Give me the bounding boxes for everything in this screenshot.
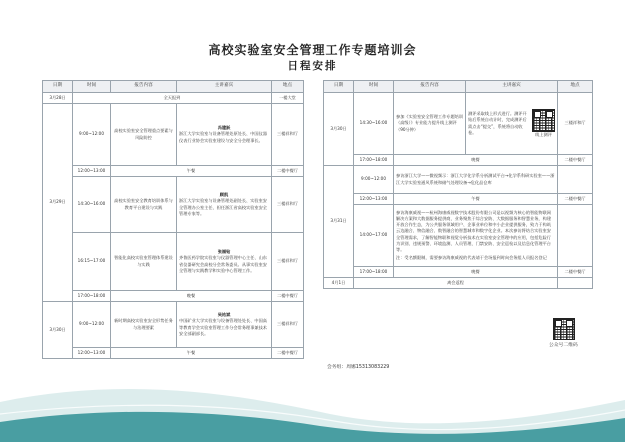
content-cell: 参加《实验室安全管理工作专题培训（高级）》专业能力提升线上测评（90分钟） [394,93,466,155]
document-title: 高校实验室安全管理工作专题培训会 [208,43,417,57]
time-cell: 12:00~13:00 [73,166,111,177]
test-info [468,109,555,138]
speaker-desc: 浙江大学实验室与设备管理处副处长、实验室安全管理办公室主任、担任浙江省高校实验室安全管理专家等。 [179,198,267,216]
time-cell: 14:30~16:00 [354,93,394,155]
table-row [43,233,304,291]
header-place: 地点 [558,81,593,93]
test-desc: 测评采取线上形式进行。测评开始后系统自动计时，完成测评后需点击“提交”，系统将自动收卷。 [468,111,527,135]
table-row [324,267,593,278]
content-cell: 晚餐 [111,291,272,302]
date-cell: 3月29日 [43,104,73,302]
speaker-desc: 齐鲁医药学院实验室与仪器管理中心主任、山东省仪器研究会高校分会常务委员。从事实验室安全管理与实践教学和实验中心管理工作。 [179,255,267,273]
table-row [324,194,593,205]
place-cell: 三楼祥和厅 [272,302,304,348]
content-cell: 晚餐 [394,155,558,166]
time-cell: 12:00~13:00 [354,194,394,205]
place-cell: 二楼中餐厅 [272,166,304,177]
visit-note: 注：受名额限制，需要参访海康威视的代表请于会场报到时向会务组人员报名登记 [396,254,547,260]
header-time: 时间 [354,81,394,93]
place-cell: 二楼中餐厅 [558,267,593,278]
content-cell: 高校实验室安全管理重点要素与风险防控 [111,104,177,166]
place-cell: 二楼中餐厅 [558,194,593,205]
speaker-desc: 中国矿业大学实验室与设备管理处处长、中国高等教育学会实验室管理工作分会常务理事兼技术安全部副部长。 [179,318,267,336]
speaker-cell [177,233,272,291]
table-row [43,177,304,233]
time-cell: 14:30~16:00 [73,177,111,233]
table-row [324,93,593,155]
table-header-row [43,81,304,93]
place-cell [558,205,593,267]
content-cell: 高校实验室安全教育培训体系与教育平台建设与实践 [111,177,177,233]
schedule-table-right [323,80,593,289]
table-row [324,155,593,166]
speaker-desc: 浙江大学实验室与设备管理处原处长、中国仪器仪表行业协会实验室建设与安全分会理事长。 [179,131,267,143]
test-qr-block[interactable] [532,109,555,138]
content-cell: 午餐 [394,194,558,205]
place-cell: 二楼中餐厅 [272,291,304,302]
speaker-cell [466,93,558,155]
contact-info: 会务组：周娜15313083229 [327,365,390,370]
time-cell: 9:00~12:00 [73,104,111,166]
speaker-cell [177,177,272,233]
table-row [324,278,593,289]
date-cell: 3月30日 [324,93,354,166]
content-cell: 新时期高校实验室安全形势任务与治理要素 [111,302,177,348]
table-row [43,93,304,104]
header-content: 报告内容 [111,81,177,93]
table-row [43,291,304,302]
content-cell: 参访浙江大学——微视频示：浙江大学化学系分析测试平台→化学系科研实验室——浙江大学实验室通风系统和储气处理设备→危化品仓库 [394,166,558,194]
time-cell: 12:00~13:00 [73,348,111,359]
qr-code-icon[interactable] [532,109,555,132]
table-header-row [324,81,593,93]
speaker-name: 张福钻 [217,249,231,255]
speaker-name: 顾凯 [219,192,229,198]
place-cell: 二楼中餐厅 [558,155,593,166]
official-account-qr-caption: 公众号二维码 [549,343,578,348]
place-cell [558,166,593,194]
visit-desc: 参访海康威视——杭州海康威视数字技术股份有限公司是以视频为核心的智能物联网解决方案和大数据服务提供商，业务聚焦于综合安防、大数据服务和智慧业务，构建开放合作生态，为公共服务领域用户、企事业单位和中小企业提供服务，致力于构筑云边融合、物信融合、数智融合的智慧城市和数字化企业。本次参访将结合实验室安全管理需求，了解智能物联和视觉分析技术在实验室安全管理中的应用，包括危险行为识别、违规预警、环境监测、人员管理、门禁安防、安全巡检以及信息化管理平台等。 [396,210,551,252]
place-cell: 二楼中餐厅 [272,348,304,359]
place-cell: 三楼祥和厅 [272,104,304,166]
place-cell: 一楼大堂 [272,93,304,104]
header-time: 时间 [73,81,111,93]
date-cell: 4月1日 [324,278,354,289]
document-subtitle: 日程安排 [287,60,338,72]
content-cell: 午餐 [111,348,272,359]
content-cell: 午餐 [111,166,272,177]
speaker-name: 吴祐斌 [217,312,231,318]
date-cell: 3月28日 [43,93,73,104]
place-cell: 三楼祥和厅 [272,233,304,291]
content-cell: 智能化高校实验室管理体系建设与实践 [111,233,177,291]
table-row [324,166,593,194]
time-cell: 14:00~17:00 [354,205,394,267]
header-speaker: 主讲嘉宾 [177,81,272,93]
speaker-cell [177,104,272,166]
table-row [324,205,593,267]
time-cell: 17:00~18:00 [73,291,111,302]
speaker-name: 冯建跃 [217,125,231,131]
place-cell [558,278,593,289]
place-cell: 三楼祥和厅 [558,93,593,155]
header-date: 日期 [324,81,354,93]
table-row [43,166,304,177]
qr-caption: 线上测评 [535,131,552,137]
content-cell: 晚餐 [394,267,558,278]
time-cell: 9:00~12:00 [354,166,394,194]
time-cell: 17:00~18:00 [354,155,394,166]
header-content: 报告内容 [394,81,466,93]
table-row [43,104,304,166]
content-cell: 全天报到 [73,93,272,104]
time-cell: 16:15~17:00 [73,233,111,291]
time-cell: 17:00~18:00 [354,267,394,278]
place-cell: 三楼祥和厅 [272,177,304,233]
schedule-table-left [42,80,304,359]
time-cell: 9:00~12:00 [73,302,111,348]
date-cell: 3月31日 [324,166,354,278]
header-place: 地点 [272,81,304,93]
header-speaker: 主讲嘉宾 [466,81,558,93]
decorative-wave [0,322,625,442]
content-cell [394,205,558,267]
header-date: 日期 [43,81,73,93]
content-cell: 离会返程 [354,278,558,289]
date-cell: 3月30日 [43,302,73,359]
